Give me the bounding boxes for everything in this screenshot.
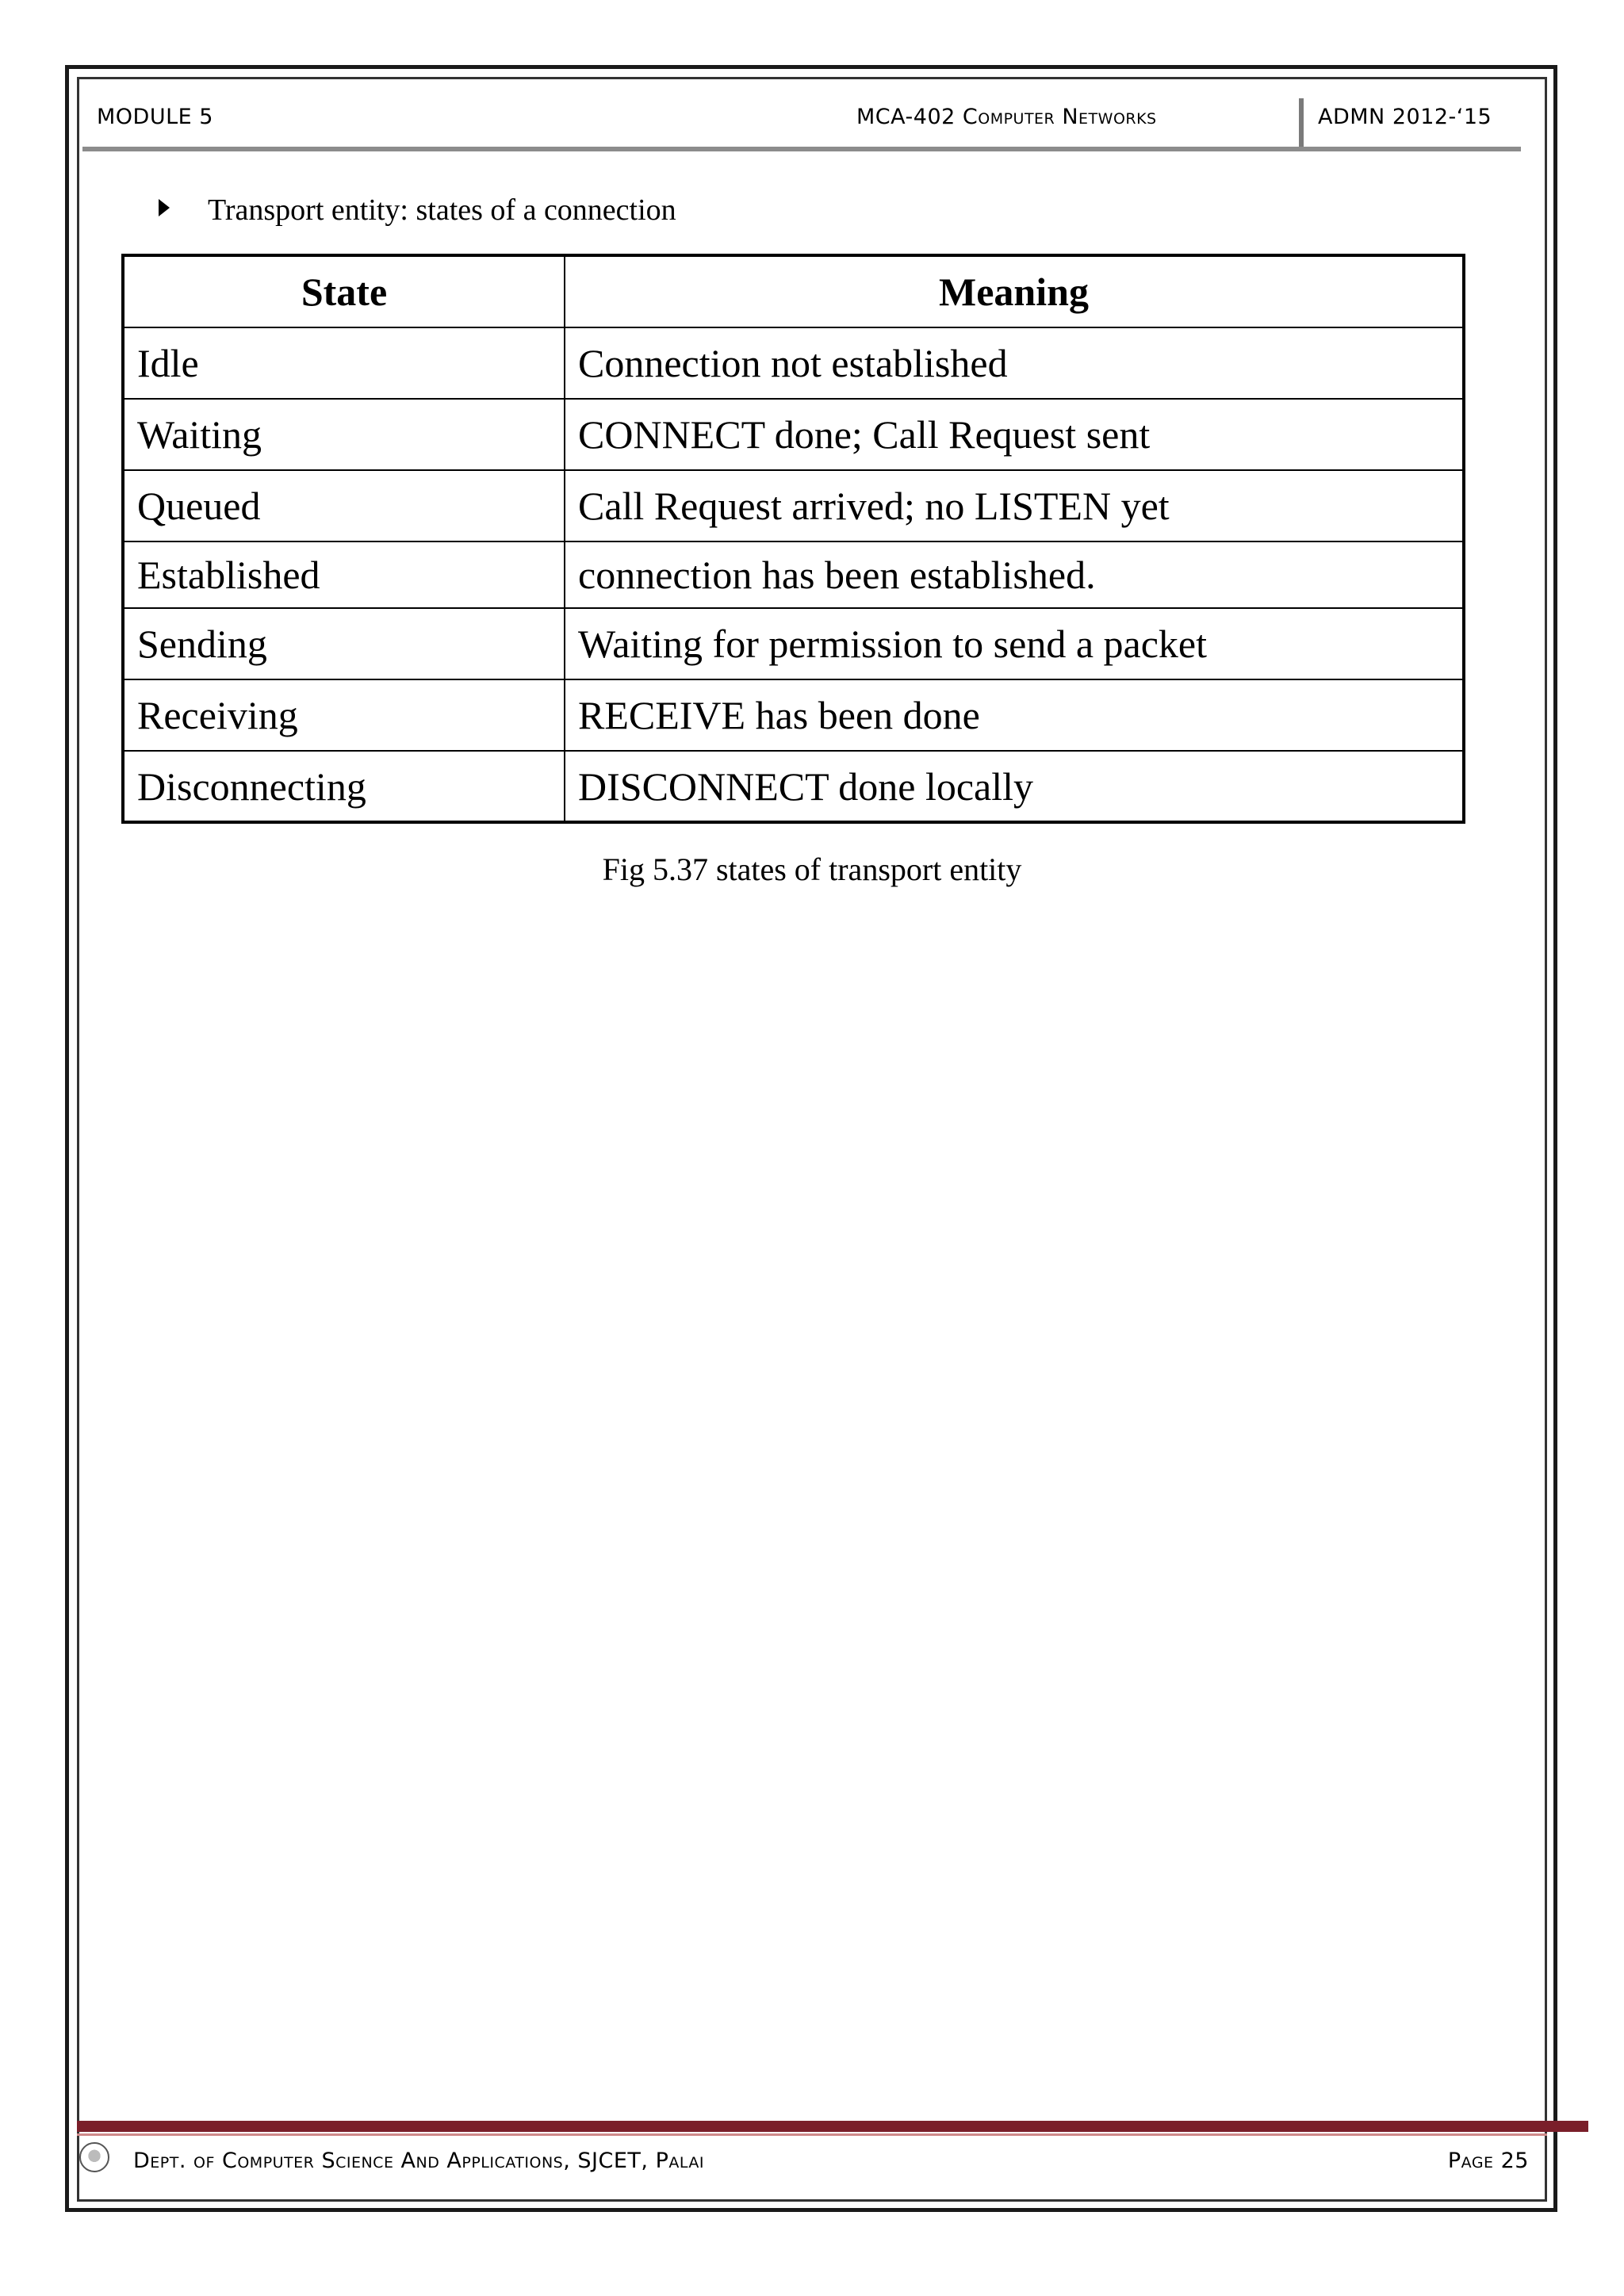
footer-rule — [77, 2121, 1588, 2132]
header-rule — [82, 147, 1521, 151]
meaning-cell: RECEIVE has been done — [565, 679, 1464, 751]
bullet-item — [159, 190, 676, 230]
table-row — [123, 399, 1464, 470]
triangle-bullet-icon — [159, 199, 170, 216]
table-row — [123, 608, 1464, 679]
table-header-row — [123, 255, 1464, 327]
state-cell: Sending — [123, 608, 565, 679]
header-module: MODULE 5 — [97, 105, 213, 129]
meaning-cell: DISCONNECT done locally — [565, 751, 1464, 822]
college-logo-icon — [79, 2142, 109, 2172]
column-header-state: State — [123, 255, 565, 327]
column-header-meaning: Meaning — [565, 255, 1464, 327]
figure-caption-text: Fig 5.37 states of transport entity — [602, 851, 1022, 887]
state-cell: Established — [123, 541, 565, 608]
state-cell: Receiving — [123, 679, 565, 751]
table-row — [123, 470, 1464, 541]
footer-page-number: Page 25 — [1447, 2149, 1529, 2173]
table-row — [123, 327, 1464, 399]
state-cell: Disconnecting — [123, 751, 565, 822]
meaning-cell: connection has been established. — [565, 541, 1464, 608]
footer-department: Dept. of Computer Science And Applications, SJCET, Palai — [133, 2149, 704, 2173]
meaning-cell: Call Request arrived; no LISTEN yet — [565, 470, 1464, 541]
states-table — [121, 254, 1465, 824]
bullet-text: Transport entity: states of a connection — [208, 193, 676, 227]
figure-caption — [0, 848, 1624, 891]
table-row — [123, 541, 1464, 608]
table-row — [123, 679, 1464, 751]
state-cell: Idle — [123, 327, 565, 399]
header-admission-batch: ADMN 2012-‘15 — [1318, 105, 1492, 129]
table-row — [123, 751, 1464, 822]
footer-rule-accent — [77, 2133, 1547, 2136]
meaning-cell: Connection not established — [565, 327, 1464, 399]
header-course-title: MCA-402 Computer Networks — [856, 105, 1157, 129]
state-cell: Waiting — [123, 399, 565, 470]
state-cell: Queued — [123, 470, 565, 541]
meaning-cell: CONNECT done; Call Request sent — [565, 399, 1464, 470]
meaning-cell: Waiting for permission to send a packet — [565, 608, 1464, 679]
header-separator — [1299, 98, 1304, 147]
